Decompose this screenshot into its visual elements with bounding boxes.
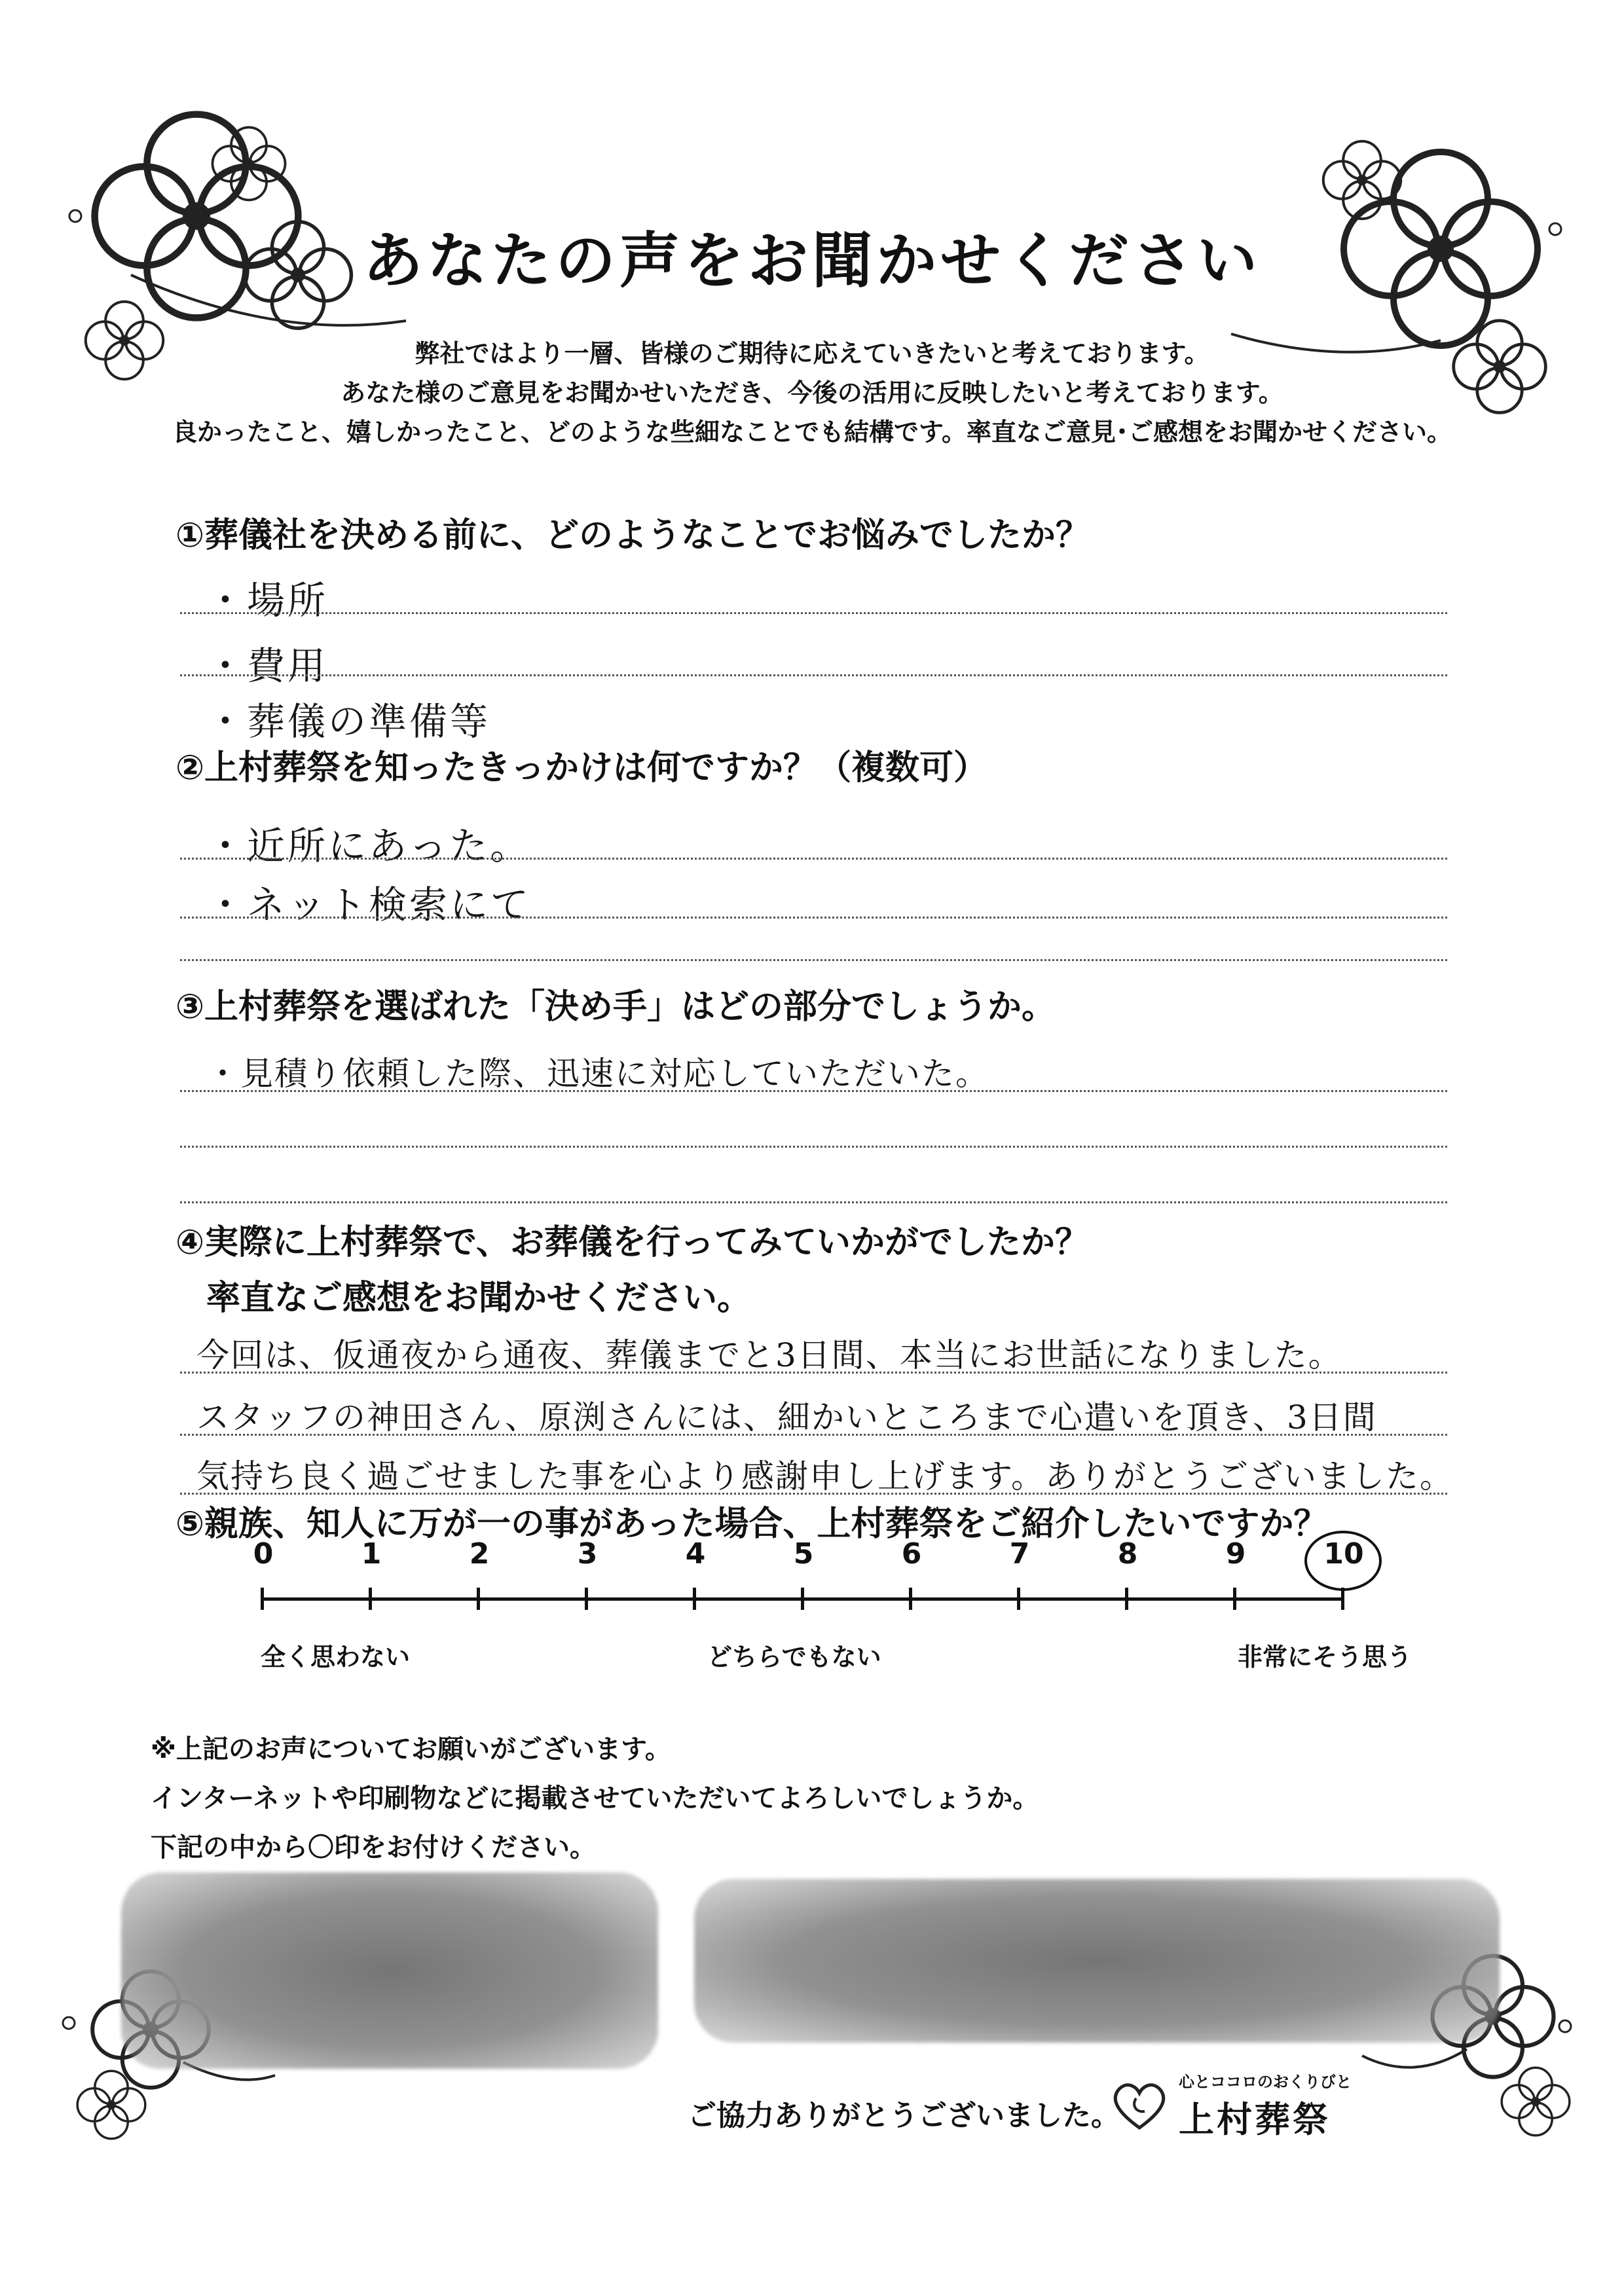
scale-number: 1 (361, 1537, 382, 1571)
answer-rule-line (180, 1434, 1447, 1436)
scale-tick (693, 1588, 696, 1610)
scale-number: 2 (469, 1537, 490, 1571)
answer-rule-line (180, 1090, 1447, 1092)
answer-rule-line (180, 959, 1447, 961)
question-1-label: ①葬儀社を決める前に、どのようなことでお悩みでしたか？ (175, 516, 1090, 555)
handwritten-answer: ・費用 (206, 644, 329, 688)
question-4-sublabel: 率直なご感想をお聞かせください。 (206, 1279, 752, 1318)
scale-tick (801, 1588, 804, 1610)
answer-rule-line (180, 1146, 1447, 1148)
scale-right-label: 非常にそう思う (1238, 1643, 1412, 1671)
scale-mid-label: どちらでもない (707, 1643, 881, 1671)
answer-rule-line (180, 858, 1447, 860)
page-title: あなたの声をお聞かせください (362, 226, 1261, 296)
scale-number: 7 (1009, 1537, 1030, 1571)
scale-tick (261, 1588, 264, 1610)
handwritten-answer: ・葬儀の準備等 (206, 699, 491, 744)
answer-rule-line (180, 612, 1447, 614)
redacted-area (694, 1879, 1500, 2043)
scale-number: 6 (901, 1537, 922, 1571)
handwritten-answer: 今回は、仮通夜から通夜、葬儀までと3日間、本当にお世話になりました。 (196, 1336, 1342, 1374)
scale-number: 4 (685, 1537, 706, 1571)
redacted-area (121, 1872, 658, 2069)
intro-line: 良かったこと、嬉しかったこと、どのような些細なことでも結構です。率直なご意見･ご感想をお聞かせください。 (172, 418, 1452, 446)
note-line: 下記の中から〇印をお付けください。 (151, 1832, 596, 1863)
selected-rating-circle (1304, 1531, 1382, 1591)
logo-tagline: 心とココロのおくりびと (1179, 2073, 1352, 2091)
question-5-label: ⑤親族、知人に万が一の事があった場合、上村葬祭をご紹介したいですか？ (175, 1504, 1328, 1544)
answer-rule-line (180, 1372, 1447, 1374)
answer-rule-line (180, 1201, 1447, 1203)
footer-thanks: ご協力ありがとうございました。 (688, 2099, 1120, 2132)
answer-rule-line (180, 917, 1447, 919)
scale-left-label: 全く思わない (261, 1643, 411, 1671)
intro-line: 弊社ではより一層、皆様のご期待に応えていきたいと考えております。 (415, 339, 1209, 368)
scale-tick (585, 1588, 588, 1610)
question-2-label: ②上村葬祭を知ったきっかけは何ですか？（複数可） (175, 748, 988, 788)
handwritten-answer: スタッフの神田さん、原渕さんには、細かいところまで心遣いを頂き、3日間 (196, 1398, 1377, 1436)
intro-line: あなた様のご意見をお聞かせいただき、今後の活用に反映したいと考えております。 (341, 378, 1283, 407)
handwritten-answer: ・場所 (206, 578, 329, 623)
answer-rule-line (180, 674, 1447, 676)
handwritten-answer: 気持ち良く過ごせました事を心より感謝申し上げます。ありがとうございました。 (196, 1457, 1454, 1495)
scale-tick (369, 1588, 372, 1610)
scale-number: 5 (793, 1537, 814, 1571)
heart-logo-icon (1107, 2072, 1172, 2138)
answer-rule-line (180, 1493, 1447, 1495)
question-4-label: ④実際に上村葬祭で、お葬儀を行ってみていかがでしたか？ (175, 1223, 1089, 1262)
clover-flower-icon (1323, 141, 1401, 219)
clover-flower-icon (1502, 2068, 1570, 2136)
scale-tick (1017, 1588, 1020, 1610)
scale-number: 8 (1117, 1537, 1138, 1571)
scale-number: 10 (1323, 1537, 1364, 1571)
scale-tick (477, 1588, 480, 1610)
scale-tick (909, 1588, 912, 1610)
scale-number: 0 (253, 1537, 274, 1571)
scale-tick (1233, 1588, 1236, 1610)
logo-name: 上村葬祭 (1179, 2099, 1331, 2140)
handwritten-answer: ・見積り依頼した際、迅速に対応していただいた。 (206, 1055, 989, 1093)
scale-tick (1341, 1588, 1344, 1610)
scale-number: 9 (1225, 1537, 1246, 1571)
scale-number: 3 (577, 1537, 598, 1571)
handwritten-answer: ・近所にあった。 (206, 824, 531, 868)
scale-tick (1125, 1588, 1128, 1610)
handwritten-answer: ・ネット検索にて (206, 883, 532, 927)
note-line: インターネットや印刷物などに掲載させていただいてよろしいでしょうか。 (151, 1783, 1039, 1813)
clover-flower-icon (213, 128, 286, 200)
question-3-label: ③上村葬祭を選ばれた「決め手」はどの部分でしょうか。 (175, 987, 1056, 1027)
note-line: ※上記のお声についてお願いがございます。 (151, 1734, 671, 1764)
